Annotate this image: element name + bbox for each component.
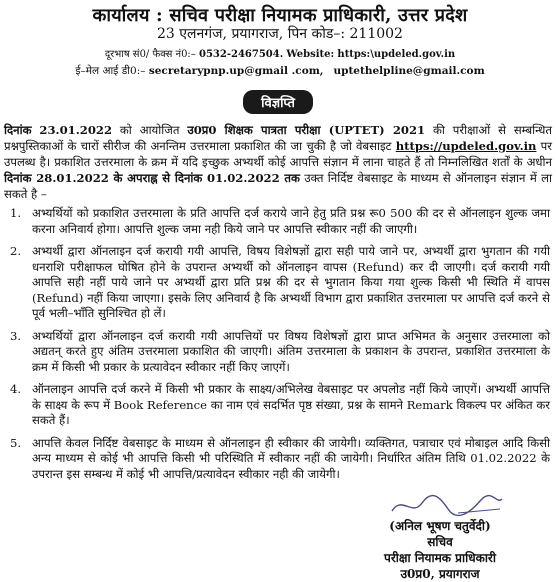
intro-text-4: उक्त निर्दिष्ट वेबसाइट के माध्यम से ऑनलाइन संज्ञान में ला सकते है – <box>4 171 553 201</box>
email-line <box>60 64 500 78</box>
signatory-designation: सचिव <box>427 535 453 549</box>
email-helpline[interactable]: uptethelpline@gmail.com <box>333 65 485 77</box>
list-item <box>4 436 550 483</box>
contact-line <box>60 46 500 60</box>
website-link[interactable]: https://updeled.gov.in <box>395 139 537 153</box>
exam-date: 23.01.2022 <box>39 123 113 137</box>
list-item <box>4 329 550 376</box>
item-number: 5. <box>10 435 22 450</box>
signatory-name: (अनिल भूषण चतुर्वेदी) <box>389 519 491 533</box>
item-text: अभ्यर्थी द्वारा ऑनलाइन दर्ज करायी गयी आपत्ति, विषय विशेषज्ञों द्वारा सही पाये जाने पर, अभ्यर्थी द्वारा भुगतान की गयी धनराशि परीक्षाफल घोषित होने के उपरान्त अभ्यर्थी को ऑनलाइन वापस (Refund) कर दी जाएगी। दर्ज करायी गयी आपत्ति सही नहीं पाये जाने पर अभ्यर्थी द्वारा प्रति प्रश्न की दर से भुगतान किया गया शुल्क किसी भी स्थिति में वापस (Refund) नहीं किया जाएगा। इसके लिए अनिवार्य है कि अभ्यर्थी विभाग द्वारा प्रकाशित उत्तरमाला पर आपत्ति दर्ज करने से पूर्व भली–भाँति सुनिश्चित हो लें। <box>32 244 550 320</box>
email-secretary[interactable]: secretarypnp.up@gmail .com, <box>148 65 324 77</box>
intro-paragraph <box>4 122 552 202</box>
item-text: आपत्ति केवल निर्दिष्ट वेबसाइट के माध्यम से ऑनलाइन ही स्वीकार की जायेगी। व्यक्तिगत, पत्राचार एवं मोबाइल आदि किसी अन्य माध्यम से कोई भी आपत्ति किसी भी परिस्थिति में स्वीकार नहीं की जायेगी। निर्धारित अंतिम तिथि 01.02.2022 के उपरान्त इस सम्बन्ध में कोई भी आपत्ति/प्रत्यावेदन स्वीकार नही की जायेगी। <box>32 435 550 481</box>
office-title: कार्यालय : सचिव परीक्षा नियामक प्राधिकारी, उत्तर प्रदेश <box>92 5 468 26</box>
signatory-place: उ0प्र0, प्रयागराज <box>400 567 480 581</box>
item-text: अभ्यर्थियों को प्रकाशित उत्तरमाला के प्रति आपत्ति दर्ज कराये जाने हेतु प्रति प्रश्न रू0 500 की दर से ऑनलाइन शुल्क जमा करना अनिवार्य होगा। आपत्ति शुल्क जमा नही किये जाने पर आपत्ति स्वीकार नहीं की जाएगी। <box>32 206 550 236</box>
handwritten-signature <box>388 491 506 519</box>
item-number: 2. <box>10 244 22 258</box>
website-url[interactable]: https:\updeled.gov.in <box>337 49 456 60</box>
item-number: 1. <box>10 206 22 220</box>
office-address: 23 एलनगंज, प्रयागराज, पिन कोड–: 211002 <box>157 26 403 42</box>
intro-text-2: की परीक्षाओं से सम्बन्धित प्रश्नपुस्तिकाओं के चारों सीरीज की अनन्तिम उत्तरमाला प्रकाशित की जा चुकी है जो वेबसाइट <box>4 123 553 153</box>
deadline-dates: दिनांक 28.01.2022 के अपराह्न से दिनांक 01.02.2022 तक <box>4 171 300 185</box>
email-label: ई–मेल आई डी0:– <box>75 65 146 77</box>
signatory-office: परीक्षा नियामक प्राधिकारी <box>384 551 496 565</box>
website-label: Website: <box>286 49 335 60</box>
phone-number: 0532-2467504. <box>199 49 284 60</box>
conditions-list <box>4 206 550 489</box>
item-text: ऑनलाइन आपत्ति दर्ज करने में किसी भी प्रकार के साक्ष्य/अभिलेख वेबसाइट पर अपलोड नहीं किये जाएगें। अभ्यर्थी आपत्ति के साक्ष्य के रूप में Book Reference का नाम एवं सदर्भित पृष्ठ संख्या, प्रश्न के सामने Remark विकल्प पर अंकित कर सकते हैं। <box>32 382 550 427</box>
title-wrap <box>0 90 556 114</box>
intro-text-1: को आयोजित <box>119 123 180 137</box>
intro-text-3: पर उपलब्ध है। प्रकाशित उत्तरमाला के क्रम में यदि इच्छुक अभ्यर्थी कोई आपत्ति संज्ञान में लाना चाहते हैं तो निम्नलिखित शर्तों के अधीन <box>4 139 552 169</box>
item-number: 4. <box>10 382 22 396</box>
intro-date-label: दिनांक <box>4 123 32 137</box>
item-number: 3. <box>10 328 22 343</box>
list-item <box>4 206 550 237</box>
notice-title: विज्ञप्ति <box>243 90 313 114</box>
signature-block <box>330 518 550 582</box>
list-item <box>4 382 550 429</box>
exam-name: उ0प्र0 शिक्षक पात्रता परीक्षा (UPTET) 2021 <box>187 123 426 137</box>
item-text: अभ्यर्थियों द्वारा ऑनलाइन दर्ज करायी गयी आपत्तियों पर विषय विशेषज्ञों द्वारा प्राप्त अभिमत के अनुसार उत्तरमाला को अद्यतन् करते हुए अंतिम उत्तरमाला प्रकाशित की जाएगी। अंतिम उत्तरमाला के प्रकाशन के उपरान्त, प्रकाशित उत्तरमाला के क्रम में किसी भी प्रकार के प्रत्यावेदन स्वीकार नहीं किए जाएगें। <box>32 328 550 374</box>
list-item <box>4 244 550 322</box>
phone-label: दूरभाष सं0/ फैक्स नं0:– <box>104 49 196 60</box>
